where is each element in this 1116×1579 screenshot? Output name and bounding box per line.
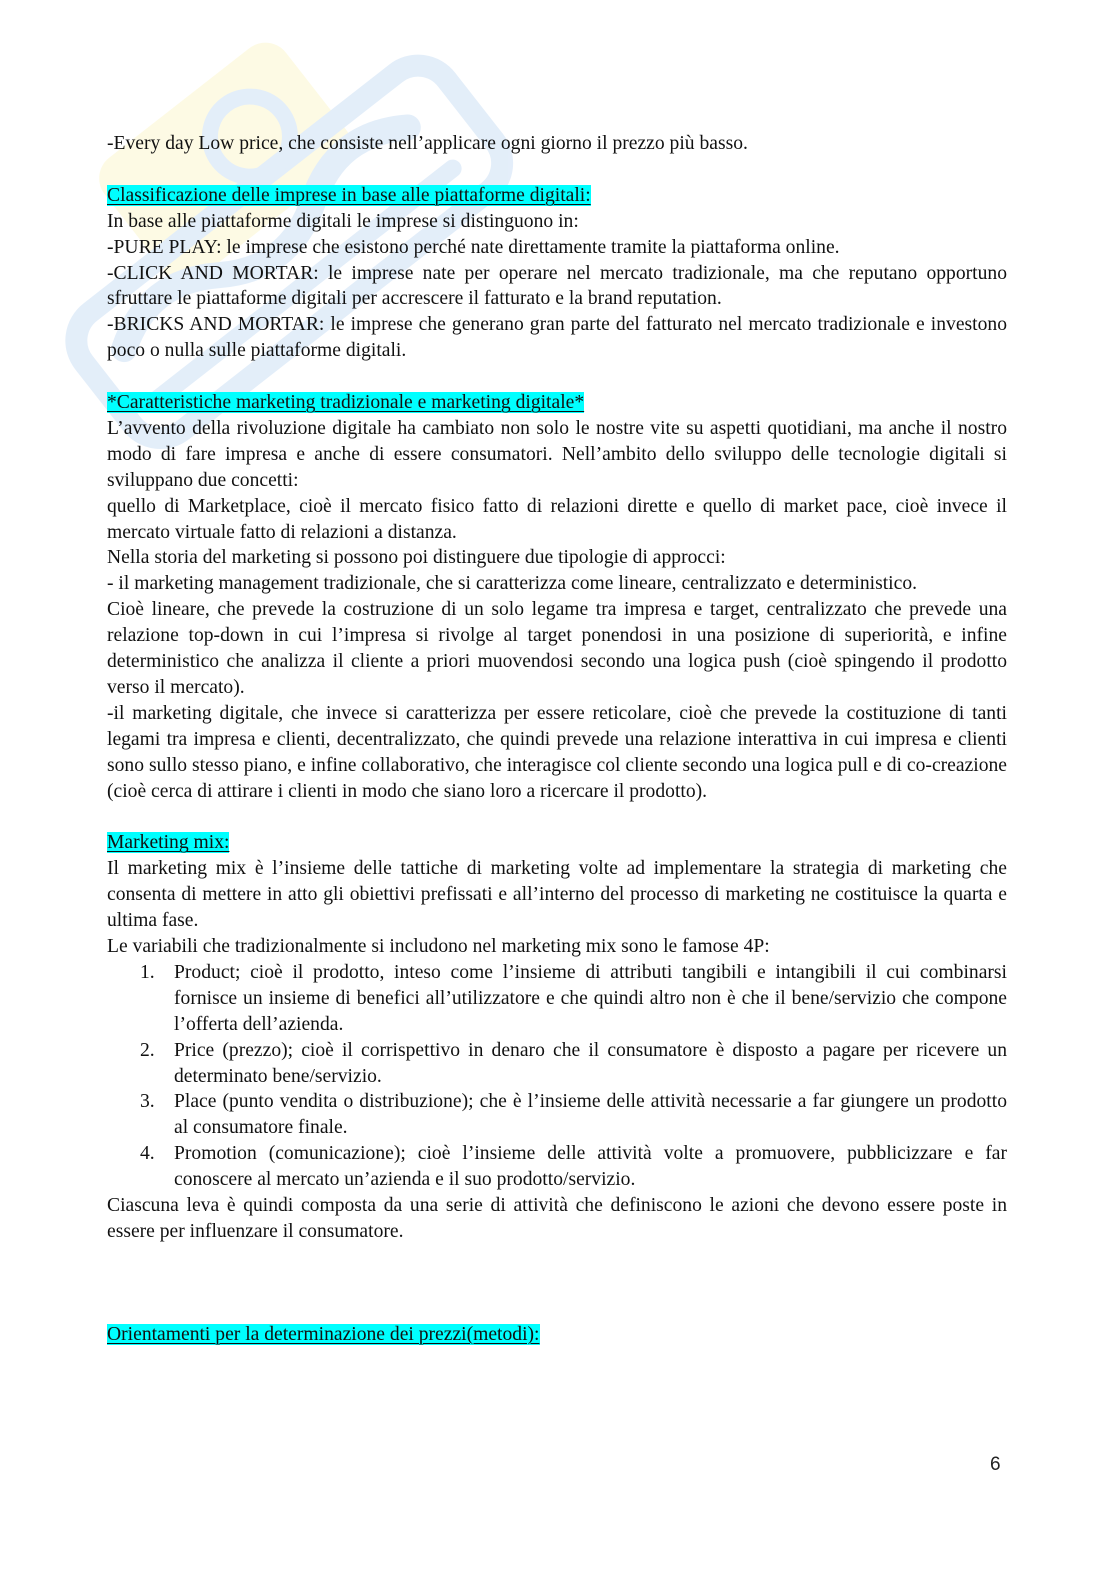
list-item: 1. Product; cioè il prodotto, inteso come l’insieme di attributi tangibili e intangibili il cui combinarsi fornisce un insieme di benefici all’utilizzatore e che quindi altro non è che il bene/servizio che compone l’offerta dell’azienda. — [140, 961, 1007, 1035]
four-p-list — [107, 960, 1007, 1193]
heading-classificazione: Classificazione delle imprese in base alle piattaforme digitali: — [107, 184, 591, 206]
caratteristiche-paragraph-1: L’avvento della rivoluzione digitale ha cambiato non solo le nostre vite su aspetti quotidiani, ma anche il nostro modo di fare impresa e anche di essere consumatori. Nell’ambito dello sviluppo delle tecnologie digitali si sviluppano due concetti: — [107, 417, 1007, 491]
caratteristiche-paragraph-5: Cioè lineare, che prevede la costruzione di un solo legame tra impresa e target, centralizzato che prevede una relazione top-down in cui l’impresa si rivolge al target ponendosi in una posizione di superiorità, e infine deterministico che analizza il cliente a priori muovendosi secondo una logica push (cioè spingendo il prodotto verso il mercato). — [107, 599, 1007, 698]
intro-line: -Every day Low price, che consiste nell’applicare ogni giorno il prezzo più basso. — [107, 133, 748, 154]
document-body — [107, 131, 1007, 1348]
bricks-and-mortar-item: -BRICKS AND MORTAR: le imprese che generano gran parte del fatturato nel mercato tradizionale e investono poco o nulla sulle piattaforme digitali. — [107, 314, 1007, 362]
caratteristiche-paragraph-6: -il marketing digitale, che invece si caratterizza per essere reticolare, cioè che prevede la costituzione di tanti legami tra impresa e clienti, decentralizzato, che quindi prevede una relazione interattiva in cui impresa e clienti sono sullo stesso piano, e infine collaborativo, che interagisce col cliente secondo una logica pull e di co-creazione (cioè cerca di attirare i clienti in modo che siano loro a ricercare il prodotto). — [107, 702, 1007, 802]
marketing-mix-paragraph-2: Le variabili che tradizionalmente si includono nel marketing mix sono le famose 4P: — [107, 936, 770, 958]
page-number: 6 — [990, 1454, 1001, 1475]
caratteristiche-paragraph-3: Nella storia del marketing si possono poi distinguere due tipologie di approcci: — [107, 547, 726, 569]
list-item: 2. Price (prezzo); cioè il corrispettivo in denaro che il consumatore è disposto a pagare per ricevere un determinato bene/servizio. — [140, 1039, 1007, 1087]
classificazione-intro: In base alle piattaforme digitali le imprese si distinguono in: — [107, 210, 579, 232]
caratteristiche-paragraph-2: quello di Marketplace, cioè il mercato fisico fatto di relazioni dirette e quello di market pace, cioè invece il mercato virtuale fatto di relazioni a distanza. — [107, 495, 1007, 543]
list-item: 3. Place (punto vendita o distribuzione); che è l’insieme delle attività necessarie a far giungere un prodotto al consumatore finale. — [140, 1091, 1007, 1139]
heading-caratteristiche: *Caratteristiche marketing tradizionale e marketing digitale* — [107, 392, 585, 414]
heading-marketing-mix: Marketing mix: — [107, 832, 230, 854]
marketing-mix-paragraph-1: Il marketing mix è l’insieme delle tattiche di marketing volte ad implementare la strategia di marketing che consenta di mettere in atto gli obiettivi prefissati e all’interno del processo di marketing ne costituisce la quarta e ultima fase. — [107, 858, 1007, 932]
pure-play-item: -PURE PLAY: le imprese che esistono perché nate direttamente tramite la piattaforma online. — [107, 236, 840, 258]
heading-orientamenti: Orientamenti per la determinazione dei prezzi(metodi): — [107, 1323, 540, 1345]
caratteristiche-paragraph-4: - il marketing management tradizionale, che si caratterizza come lineare, centralizzato e deterministico. — [107, 573, 918, 595]
list-item: 4. Promotion (comunicazione); cioè l’insieme delle attività volte a promuovere, pubblicizzare e far conoscere al mercato un’azienda e il suo prodotto/servizio. — [140, 1143, 1007, 1191]
marketing-mix-paragraph-3: Ciascuna leva è quindi composta da una serie di attività che definiscono le azioni che devono essere poste in essere per influenzare il consumatore. — [107, 1195, 1007, 1243]
click-and-mortar-item: -CLICK AND MORTAR: le imprese nate per operare nel mercato tradizionale, ma che reputano opportuno sfruttare le piattaforme digitali per accrescere il fatturato e la brand reputation. — [107, 262, 1007, 310]
